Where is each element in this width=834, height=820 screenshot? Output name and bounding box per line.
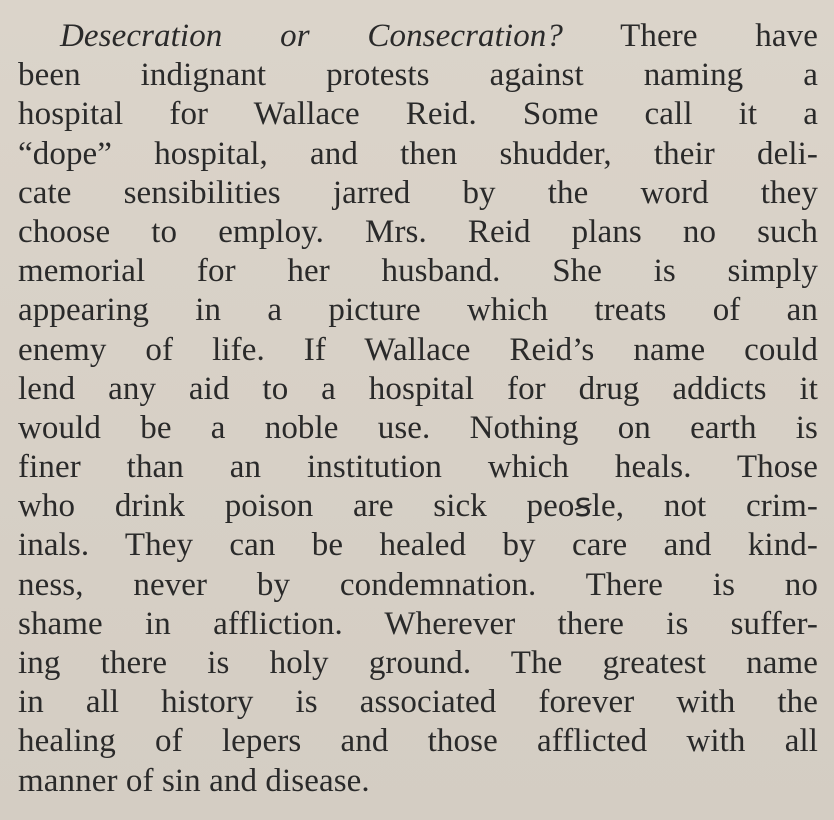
article-line: hospital for Wallace Reid. Some call it a	[18, 96, 818, 133]
article-line-1-text: There have	[620, 18, 818, 54]
article-line: ness, never by condemnation. There is no	[18, 566, 818, 603]
article-line: in all history is associated forever with the	[18, 684, 818, 721]
article-heading: Desecration or Consecration?	[60, 18, 563, 54]
article-line: choose to employ. Mrs. Reid plans no such	[18, 213, 818, 250]
article-line: who drink poison are sick peoꞩle, not crim-	[18, 488, 818, 525]
article-line-last: manner of sin and disease.	[18, 762, 370, 799]
article-line: inals. They can be healed by care and kind-	[18, 527, 818, 564]
article-line: memorial for her husband. She is simply	[18, 253, 818, 290]
article-line: cate sensibilities jarred by the word they	[18, 174, 818, 211]
article-line: healing of lepers and those afflicted with all	[18, 723, 818, 760]
article-line: ing there is holy ground. The greatest name	[18, 645, 818, 681]
article-line: lend any aid to a hospital for drug addicts it	[18, 370, 818, 407]
article-line: been indignant protests against naming a	[18, 57, 818, 94]
article-line-1	[18, 17, 818, 56]
article-line: shame in affliction. Wherever there is suffer-	[18, 605, 818, 642]
article-paragraph	[18, 17, 818, 801]
article-line: “dope” hospital, and then shudder, their deli-	[18, 135, 818, 172]
article-line: finer than an institution which heals. Those	[18, 449, 818, 486]
article-line: enemy of life. If Wallace Reid’s name could	[18, 331, 818, 368]
article-line: appearing in a picture which treats of an	[18, 292, 818, 329]
article-line: would be a noble use. Nothing on earth is	[18, 409, 818, 446]
